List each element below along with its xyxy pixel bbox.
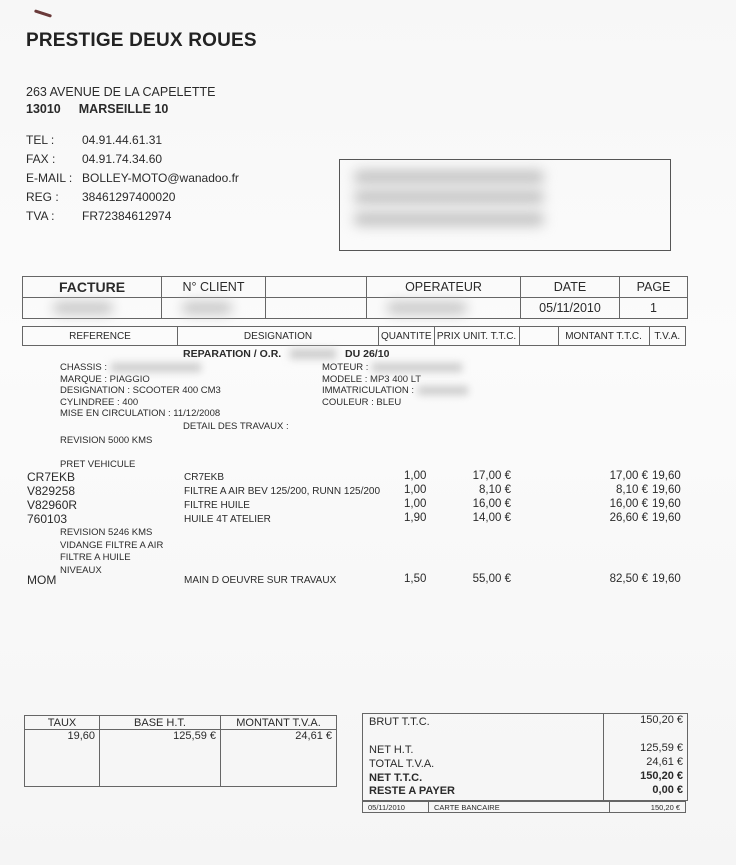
repair-order-title: REPARATION / O.R. DU 26/10 — [183, 348, 390, 360]
line-qty: 1,00 — [404, 498, 427, 510]
line-designation: CR7EKB — [184, 472, 225, 483]
net-ttc-value: 150,20 € — [640, 770, 683, 782]
invoice-number — [23, 298, 162, 319]
net-ttc-label: NET T.T.C. — [369, 772, 423, 784]
company-name: PRESTIGE DEUX ROUES — [26, 30, 257, 51]
operator-name — [367, 298, 521, 319]
col-montant: MONTANT T.T.C. — [558, 327, 649, 346]
date-label: DATE — [521, 277, 620, 298]
line-qty: 1,00 — [404, 484, 427, 496]
company-contacts — [26, 131, 239, 226]
vehicle-info-left: CHASSIS : MARQUE : PIAGGIO DESIGNATION : SCOOTER 400 CM3 CYLINDREE : 400 MISE EN CIRCULATION : 11/12/2008 — [60, 362, 221, 419]
net-ht-value: 125,59 € — [640, 742, 683, 754]
empty-col — [519, 327, 558, 346]
labor-ref: MOM — [27, 573, 57, 587]
col-reference: REFERENCE — [23, 327, 178, 346]
vehicle-designation: DESIGNATION : SCOOTER 400 CM3 — [60, 385, 221, 396]
line-tva: 19,60 — [652, 484, 681, 496]
postal-code: 13010 — [26, 102, 61, 116]
redacted-chassis — [111, 363, 201, 372]
empty-cell — [266, 298, 367, 319]
contact-fax: FAX : 04.91.74.34.60 — [26, 152, 163, 166]
invoice-date: 05/11/2010 — [521, 298, 620, 319]
client-number — [162, 298, 266, 319]
redacted-plate — [418, 386, 468, 395]
col-quantite: QUANTITE — [379, 327, 435, 346]
line-ref: CR7EKB — [27, 470, 76, 484]
redacted-client-line — [354, 212, 544, 226]
line-designation: FILTRE A AIR BEV 125/200, RUNN 125/200 — [184, 486, 381, 497]
invoice-header-table — [22, 276, 688, 319]
client-address-box — [339, 159, 671, 251]
total-tva-label: TOTAL T.V.A. — [369, 758, 435, 770]
line-qty: 1,00 — [404, 470, 427, 482]
company-city — [26, 102, 186, 116]
line-ref: V82960R — [27, 498, 78, 512]
line-tva: 19,60 — [652, 498, 681, 510]
line-unit-price: 17,00 € — [472, 470, 511, 482]
empty-cell — [266, 277, 367, 298]
payment-amount: 150,20 € — [610, 802, 686, 813]
line-qty: 1,90 — [404, 512, 427, 524]
contact-tva: TVA : FR72384612974 — [26, 209, 172, 223]
client-number-label: N° CLIENT — [162, 277, 266, 298]
vehicle-cylinder: CYLINDREE : 400 — [60, 396, 139, 408]
city-name: MARSEILLE 10 — [78, 102, 169, 116]
net-ht-label: NET H.T. — [369, 744, 414, 756]
vehicle-registration-date: MISE EN CIRCULATION : 11/12/2008 — [60, 408, 221, 419]
line-amount: 26,60 € — [609, 512, 648, 524]
labor-qty: 1,50 — [404, 573, 427, 585]
line-designation: FILTRE HUILE — [184, 500, 250, 511]
line-items-header — [22, 326, 686, 346]
revision-label: REVISION 5000 KMS — [60, 435, 153, 446]
tva-base-header: BASE H.T. — [100, 716, 221, 730]
tva-summary-table — [24, 715, 337, 787]
payment-method: CARTE BANCAIRE — [429, 802, 610, 813]
total-tva-value: 24,61 € — [646, 756, 683, 768]
labor-unit-price: 55,00 € — [472, 573, 511, 585]
brut-ttc-value: 150,20 € — [640, 714, 683, 726]
brut-ttc-label: BRUT T.T.C. — [369, 716, 430, 728]
tva-amount: 24,61 € — [221, 730, 337, 787]
line-unit-price: 8,10 € — [479, 484, 511, 496]
col-tva: T.V.A. — [649, 327, 685, 346]
line-designation: HUILE 4T ATELIER — [184, 514, 271, 525]
work-detail-title: DETAIL DES TRAVAUX : — [183, 421, 289, 432]
line-unit-price: 16,00 € — [472, 498, 511, 510]
tva-amount-header: MONTANT T.V.A. — [221, 716, 337, 730]
line-tva: 19,60 — [652, 512, 681, 524]
redacted-engine — [372, 363, 462, 372]
tva-rate-header: TAUX — [25, 716, 100, 730]
labor-designation: MAIN D OEUVRE SUR TRAVAUX — [184, 575, 337, 586]
facture-label: FACTURE — [23, 277, 162, 298]
operator-label: OPERATEUR — [367, 277, 521, 298]
contact-email: E-MAIL : BOLLEY-MOTO@wanadoo.fr — [26, 171, 239, 185]
line-amount: 8,10 € — [616, 484, 648, 496]
vehicle-brand: MARQUE : PIAGGIO — [60, 373, 150, 385]
contact-reg: REG : 38461297400020 — [26, 190, 176, 204]
payment-date: 05/11/2010 — [363, 802, 429, 813]
work-notes: REVISION 5246 KMS VIDANGE FILTRE A AIR FILTRE A HUILE NIVEAUX — [60, 527, 164, 576]
redacted-order-number — [290, 349, 336, 359]
line-ref: V829258 — [27, 484, 76, 498]
tva-rate: 19,60 — [25, 730, 100, 787]
line-amount: 16,00 € — [609, 498, 648, 510]
redacted-client-line — [354, 170, 544, 184]
vehicle-model: MODELE : MP3 400 LT — [322, 373, 422, 385]
balance-due-value: 0,00 € — [652, 784, 683, 796]
col-designation: DESIGNATION — [178, 327, 379, 346]
vehicle-info-right: MOTEUR : MODELE : MP3 400 LT IMMATRICULATION : COULEUR : BLEU — [322, 362, 468, 408]
payment-row — [362, 801, 686, 813]
page-label: PAGE — [620, 277, 688, 298]
line-ref: 760103 — [27, 512, 68, 526]
pen-mark — [34, 9, 52, 17]
tva-base: 125,59 € — [100, 730, 221, 787]
balance-due-label: RESTE A PAYER — [369, 785, 455, 797]
line-amount: 17,00 € — [609, 470, 648, 482]
col-prix-unit: PRIX UNIT. T.T.C. — [434, 327, 519, 346]
page-number: 1 — [620, 298, 688, 319]
vehicle-color: COULEUR : BLEU — [322, 396, 402, 408]
labor-tva: 19,60 — [652, 573, 681, 585]
company-address: 263 AVENUE DE LA CAPELETTE — [26, 85, 216, 99]
line-unit-price: 14,00 € — [472, 512, 511, 524]
contact-tel: TEL : 04.91.44.61.31 — [26, 133, 163, 147]
line-tva: 19,60 — [652, 470, 681, 482]
loan-vehicle-label: PRET VEHICULE — [60, 459, 136, 470]
totals-box — [362, 713, 688, 801]
labor-amount: 82,50 € — [609, 573, 648, 585]
redacted-client-line — [354, 190, 544, 204]
